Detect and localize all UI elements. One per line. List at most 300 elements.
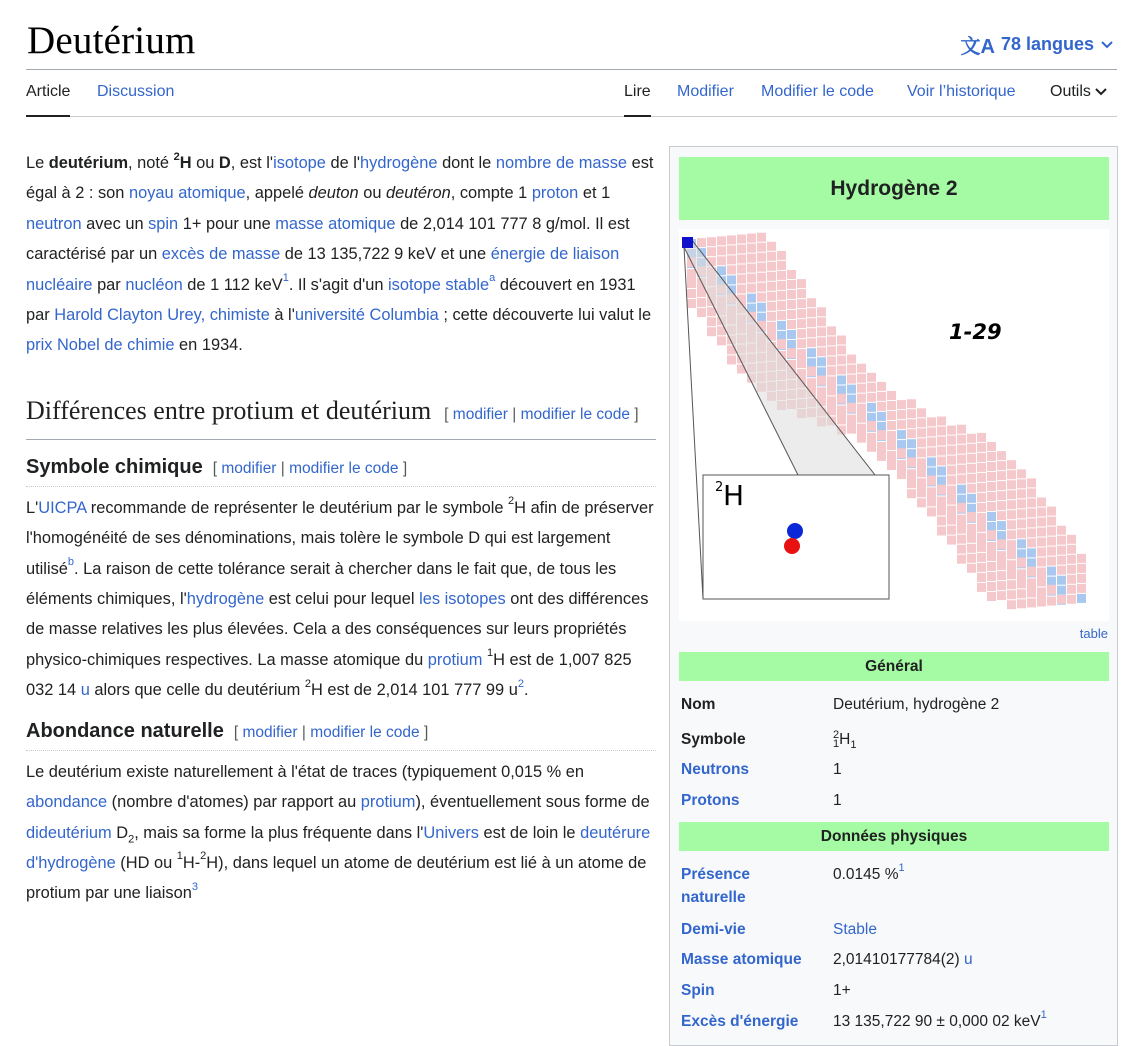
unstable-nuclide-cell — [767, 282, 776, 291]
unstable-nuclide-cell — [997, 471, 1006, 480]
table-link[interactable]: table — [1079, 626, 1108, 641]
unstable-nuclide-cell — [867, 393, 876, 402]
unstable-nuclide-cell — [767, 322, 776, 331]
unstable-nuclide-cell — [977, 433, 986, 442]
link-spin[interactable]: Spin — [681, 982, 715, 999]
unstable-nuclide-cell — [977, 583, 986, 592]
unstable-nuclide-cell — [1067, 595, 1076, 604]
unstable-nuclide-cell — [857, 404, 866, 413]
unstable-nuclide-cell — [707, 327, 716, 336]
unstable-nuclide-cell — [1047, 507, 1056, 516]
stable-nuclide-cell — [747, 304, 756, 313]
unstable-nuclide-cell — [977, 483, 986, 492]
unstable-nuclide-cell — [817, 337, 826, 346]
link-u[interactable]: u — [80, 681, 90, 700]
unstable-nuclide-cell — [737, 255, 746, 264]
unstable-nuclide-cell — [967, 554, 976, 563]
link-hydrogene[interactable]: hydrogène — [186, 590, 265, 609]
stable-nuclide-cell — [817, 367, 826, 376]
unstable-nuclide-cell — [957, 503, 966, 512]
link-energie-liaison[interactable]: énergie de liaison nucléaire — [26, 245, 620, 294]
unstable-nuclide-cell — [887, 391, 896, 400]
unstable-nuclide-cell — [777, 301, 786, 310]
link-exces-energie[interactable]: Excès d'énergie — [681, 1013, 799, 1030]
unstable-nuclide-cell — [1017, 589, 1026, 598]
unstable-nuclide-cell — [967, 484, 976, 493]
unstable-nuclide-cell — [987, 502, 996, 511]
unstable-nuclide-cell — [857, 364, 866, 373]
note-a[interactable]: a — [489, 272, 496, 285]
unstable-nuclide-cell — [917, 485, 926, 494]
unstable-nuclide-cell — [927, 417, 936, 426]
unstable-nuclide-cell — [1067, 555, 1076, 564]
unstable-nuclide-cell — [757, 263, 766, 272]
unstable-nuclide-cell — [827, 346, 836, 355]
unstable-nuclide-cell — [867, 383, 876, 392]
chevron-down-icon — [1095, 88, 1107, 96]
stable-nuclide-cell — [807, 358, 816, 367]
unstable-nuclide-cell — [927, 494, 936, 503]
unstable-nuclide-cell — [877, 382, 886, 391]
unstable-nuclide-cell — [887, 401, 896, 410]
unstable-nuclide-cell — [917, 467, 926, 476]
ref-1[interactable]: 1 — [282, 272, 289, 285]
section-heading-differences: Différences entre protium et deutérium [ modifier | modifier le code ] — [26, 391, 656, 440]
unstable-nuclide-cell — [907, 476, 916, 485]
stable-nuclide-cell — [867, 413, 876, 422]
unstable-nuclide-cell — [807, 328, 816, 337]
unstable-nuclide-cell — [767, 312, 776, 321]
unstable-nuclide-cell — [917, 408, 926, 417]
edit-link[interactable]: modifier — [221, 459, 277, 477]
unstable-nuclide-cell — [1027, 478, 1036, 487]
unstable-nuclide-cell — [857, 384, 866, 393]
ref-2[interactable]: 2 — [517, 677, 524, 690]
unstable-nuclide-cell — [857, 374, 866, 383]
unstable-nuclide-cell — [987, 548, 996, 557]
unstable-nuclide-cell — [1007, 470, 1016, 479]
link-presence-naturelle[interactable]: Présence naturelle — [681, 866, 750, 906]
link-nombre-de-masse[interactable]: nombre de masse — [495, 154, 628, 172]
stable-nuclide-cell — [1047, 567, 1056, 576]
link-deuterure[interactable]: deutérure d'hydrogène — [26, 823, 651, 872]
stable-nuclide-cell — [997, 531, 1006, 540]
link-protium[interactable]: protium — [427, 650, 483, 669]
unstable-nuclide-cell — [1037, 558, 1046, 567]
unstable-nuclide-cell — [897, 448, 906, 457]
unstable-nuclide-cell — [937, 457, 946, 466]
unstable-nuclide-cell — [937, 447, 946, 456]
unstable-nuclide-cell — [757, 253, 766, 262]
unstable-nuclide-cell — [1077, 574, 1086, 583]
nuclide-chart-image[interactable] — [679, 229, 1109, 621]
unstable-nuclide-cell — [907, 409, 916, 418]
unstable-nuclide-cell — [837, 412, 846, 421]
unstable-nuclide-cell — [1007, 500, 1016, 509]
unstable-nuclide-cell — [987, 492, 996, 501]
stable-nuclide-cell — [937, 467, 946, 476]
unstable-nuclide-cell — [1027, 488, 1036, 497]
chevron-down-icon — [1100, 40, 1114, 50]
unstable-nuclide-cell — [817, 327, 826, 336]
unstable-nuclide-cell — [997, 461, 1006, 470]
unstable-nuclide-cell — [917, 438, 926, 447]
ref-1[interactable]: 1 — [898, 861, 905, 874]
unstable-nuclide-cell — [997, 491, 1006, 500]
unstable-nuclide-cell — [707, 317, 716, 326]
stable-nuclide-cell — [957, 495, 966, 504]
unstable-nuclide-cell — [917, 458, 926, 467]
unstable-nuclide-cell — [927, 507, 936, 516]
unstable-nuclide-cell — [957, 465, 966, 474]
unstable-nuclide-cell — [927, 476, 936, 485]
unstable-nuclide-cell — [807, 366, 816, 375]
unstable-nuclide-cell — [737, 265, 746, 274]
stable-nuclide-cell — [877, 422, 886, 431]
stable-nuclide-cell — [847, 395, 856, 404]
stable-nuclide-cell — [907, 449, 916, 458]
stable-nuclide-cell — [957, 485, 966, 494]
stable-nuclide-cell — [1027, 558, 1036, 567]
unstable-nuclide-cell — [737, 275, 746, 284]
unstable-nuclide-cell — [817, 394, 826, 403]
unstable-nuclide-cell — [867, 439, 876, 448]
unstable-nuclide-cell — [1017, 489, 1026, 498]
unstable-nuclide-cell — [957, 435, 966, 444]
stable-nuclide-cell — [897, 440, 906, 449]
unstable-nuclide-cell — [947, 536, 956, 545]
tab-edit-source[interactable]: Modifier le code — [761, 83, 874, 100]
unstable-nuclide-cell — [1067, 545, 1076, 554]
unstable-nuclide-cell — [967, 454, 976, 463]
unstable-nuclide-cell — [997, 481, 1006, 490]
unstable-nuclide-cell — [997, 501, 1006, 510]
unstable-nuclide-cell — [757, 293, 766, 302]
stable-nuclide-cell — [837, 376, 846, 385]
unstable-nuclide-cell — [817, 347, 826, 356]
unstable-nuclide-cell — [1067, 535, 1076, 544]
unstable-nuclide-cell — [777, 271, 786, 280]
unstable-nuclide-cell — [1017, 479, 1026, 488]
link-nucleon[interactable]: nucléon — [125, 275, 183, 294]
unstable-nuclide-cell — [1007, 567, 1016, 576]
unstable-nuclide-cell — [727, 255, 736, 264]
link-u[interactable]: u — [964, 951, 973, 968]
tools-menu[interactable] — [1050, 83, 1107, 117]
unstable-nuclide-cell — [1017, 499, 1026, 508]
band-physical: Données physiques — [679, 822, 1109, 851]
stable-nuclide-cell — [867, 403, 876, 412]
unstable-nuclide-cell — [987, 530, 996, 539]
unstable-nuclide-cell — [927, 427, 936, 436]
unstable-nuclide-cell — [797, 357, 806, 366]
unstable-nuclide-cell — [997, 581, 1006, 590]
unstable-nuclide-cell — [1057, 546, 1066, 555]
unstable-nuclide-cell — [907, 399, 916, 408]
unstable-nuclide-cell — [887, 431, 896, 440]
article-body — [26, 148, 656, 909]
unstable-nuclide-cell — [787, 320, 796, 329]
unstable-nuclide-cell — [997, 571, 1006, 580]
unstable-nuclide-cell — [1047, 517, 1056, 526]
infobox-title: Hydrogène 2 — [679, 157, 1109, 220]
unstable-nuclide-cell — [897, 467, 906, 476]
unstable-nuclide-cell — [957, 425, 966, 434]
tab-edit[interactable]: Modifier — [677, 83, 734, 100]
unstable-nuclide-cell — [967, 512, 976, 521]
unstable-nuclide-cell — [1007, 530, 1016, 539]
unstable-nuclide-cell — [1027, 528, 1036, 537]
link-noyau-atomique[interactable]: noyau atomique — [128, 184, 246, 203]
unstable-nuclide-cell — [827, 385, 836, 394]
note-b[interactable]: b — [67, 556, 75, 569]
unstable-nuclide-cell — [1037, 595, 1046, 604]
link-neutrons[interactable]: Neutrons — [681, 761, 750, 778]
unstable-nuclide-cell — [937, 485, 946, 494]
unstable-nuclide-cell — [957, 535, 966, 544]
stable-nuclide-cell — [967, 494, 976, 503]
link-abondance[interactable]: abondance — [26, 793, 108, 812]
stable-nuclide-cell — [787, 330, 796, 339]
unstable-nuclide-cell — [1027, 508, 1036, 517]
unstable-nuclide-cell — [1017, 529, 1026, 538]
unstable-nuclide-cell — [717, 246, 726, 255]
unstable-nuclide-cell — [707, 247, 716, 256]
link-neutron[interactable]: neutron — [26, 214, 82, 233]
unstable-nuclide-cell — [1047, 557, 1056, 566]
unstable-nuclide-cell — [977, 443, 986, 452]
unstable-nuclide-cell — [687, 275, 696, 284]
unstable-nuclide-cell — [1007, 490, 1016, 499]
unstable-nuclide-cell — [727, 245, 736, 254]
unstable-nuclide-cell — [897, 420, 906, 429]
stable-nuclide-cell — [757, 303, 766, 312]
unstable-nuclide-cell — [1017, 599, 1026, 608]
link-stable[interactable]: Stable — [833, 921, 877, 938]
range-label: 1-29 — [949, 320, 1002, 344]
link-masse-atomique[interactable]: masse atomique — [275, 214, 396, 233]
tools-label: Outils — [1050, 83, 1091, 100]
stable-nuclide-cell — [927, 467, 936, 476]
unstable-nuclide-cell — [777, 311, 786, 320]
unstable-nuclide-cell — [877, 392, 886, 401]
stable-nuclide-cell — [777, 321, 786, 330]
unstable-nuclide-cell — [907, 429, 916, 438]
stable-nuclide-cell — [1057, 576, 1066, 585]
proton-circle — [787, 523, 803, 539]
stable-nuclide-cell — [877, 412, 886, 421]
unstable-nuclide-cell — [977, 453, 986, 462]
unstable-nuclide-cell — [977, 539, 986, 548]
unstable-nuclide-cell — [687, 289, 696, 298]
unstable-nuclide-cell — [897, 400, 906, 409]
unstable-nuclide-cell — [987, 472, 996, 481]
unstable-nuclide-cell — [797, 349, 806, 358]
unstable-nuclide-cell — [1057, 526, 1066, 535]
stable-nuclide-cell — [1027, 548, 1036, 557]
ref-1[interactable]: 1 — [1040, 1008, 1047, 1021]
symbole-paragraph: L'UICPA recommande de représenter le deutérium par le symbole $^2$H afin de préserver l'homogénéité de ses dénominations, mais tolère le symbole D qui est largement utilisé$^b$. La raison de cette tolérance serait à chercher dans le fait que, de tous les éléments chimiques, l'hydrogène est celui pour lequel les isotopes ont des différences de masse relatives les plus élevées. Cela a des conséquences sur leurs propriétés physico-chimiques respectives. La masse atomique du protium $^1$H est de 1,007 825 032 14 u alors que celle du deutérium $^2$H est de 2,014 101 777 99 $u^2$. — [26, 495, 654, 700]
unstable-nuclide-cell — [697, 298, 706, 307]
unstable-nuclide-cell — [957, 545, 966, 554]
stable-nuclide-cell — [937, 477, 946, 486]
unstable-nuclide-cell — [747, 244, 756, 253]
link-hydrogene[interactable]: hydrogène — [360, 154, 438, 172]
unstable-nuclide-cell — [1027, 538, 1036, 547]
unstable-nuclide-cell — [907, 457, 916, 466]
unstable-nuclide-cell — [917, 428, 926, 437]
unstable-nuclide-cell — [987, 442, 996, 451]
link-protons[interactable]: Protons — [681, 792, 740, 809]
unstable-nuclide-cell — [1017, 576, 1026, 585]
unstable-nuclide-cell — [977, 521, 986, 530]
unstable-nuclide-cell — [1077, 564, 1086, 573]
link-les-isotopes[interactable]: les isotopes — [419, 590, 506, 609]
link-spin[interactable]: spin — [148, 214, 179, 233]
unstable-nuclide-cell — [797, 289, 806, 298]
link-proton[interactable]: proton — [531, 184, 579, 203]
edit-source-link[interactable]: modifier le code — [310, 723, 420, 741]
band-general: Général — [679, 652, 1109, 681]
unstable-nuclide-cell — [887, 421, 896, 430]
unstable-nuclide-cell — [1047, 585, 1056, 594]
section-edit-links: [ modifier | modifier le code ] — [431, 405, 639, 423]
unstable-nuclide-cell — [937, 437, 946, 446]
unstable-nuclide-cell — [957, 475, 966, 484]
section-edit-links: [ modifier | modifier le code ] — [233, 723, 429, 741]
link-columbia[interactable]: université Columbia — [294, 306, 439, 325]
link-exces-de-masse[interactable]: excès de masse — [161, 245, 281, 264]
stable-nuclide-cell — [967, 504, 976, 513]
unstable-nuclide-cell — [717, 256, 726, 265]
unstable-nuclide-cell — [727, 265, 736, 274]
unstable-nuclide-cell — [1017, 519, 1026, 528]
edit-link[interactable]: modifier — [452, 405, 508, 423]
unstable-nuclide-cell — [787, 348, 796, 357]
stable-nuclide-cell — [907, 439, 916, 448]
unstable-nuclide-cell — [947, 456, 956, 465]
unstable-nuclide-cell — [957, 455, 966, 464]
edit-source-link[interactable]: modifier le code — [520, 405, 630, 423]
unstable-nuclide-cell — [977, 493, 986, 502]
link-protium[interactable]: protium — [360, 793, 416, 812]
language-button[interactable] — [961, 30, 1115, 59]
unstable-nuclide-cell — [1037, 538, 1046, 547]
unstable-nuclide-cell — [947, 476, 956, 485]
translate-icon: 文A — [960, 36, 995, 58]
tab-read[interactable]: Lire — [624, 83, 651, 117]
unstable-nuclide-cell — [1057, 536, 1066, 545]
tab-discussion[interactable]: Discussion — [97, 83, 175, 100]
unstable-nuclide-cell — [967, 434, 976, 443]
unstable-nuclide-cell — [787, 270, 796, 279]
unstable-nuclide-cell — [1007, 580, 1016, 589]
unstable-nuclide-cell — [917, 448, 926, 457]
unstable-nuclide-cell — [937, 503, 946, 512]
infobox: Hydrogène 2 2 H 1-29 table Général Nom Deutérium, hydrogène 2 Symbole 2 $1H_1$ Neutrons 1 Protons 1 Données physiques Présence naturelle 0.0145 %$^1$ Demi-vie Stable Masse atomique 2,01410177784(2) u Spin 1+ Excès d'énergie 13 135,722 90 ± 0,000 02 keV$^1$ — [669, 146, 1118, 1046]
edit-link[interactable]: modifier — [242, 723, 298, 741]
tab-article[interactable]: Article — [26, 83, 70, 117]
unstable-nuclide-cell — [837, 346, 846, 355]
unstable-nuclide-cell — [847, 375, 856, 384]
unstable-nuclide-cell — [797, 319, 806, 328]
stable-nuclide-cell — [727, 275, 736, 284]
unstable-nuclide-cell — [727, 235, 736, 244]
unstable-nuclide-cell — [877, 448, 886, 457]
link-isotope-stable[interactable]: isotope stable — [388, 275, 490, 294]
unstable-nuclide-cell — [787, 300, 796, 309]
ref-3[interactable]: 3 — [191, 880, 198, 893]
unstable-nuclide-cell — [967, 444, 976, 453]
unstable-nuclide-cell — [807, 318, 816, 327]
stable-nuclide-cell — [847, 385, 856, 394]
stable-nuclide-cell — [817, 357, 826, 366]
inset-mass-number: 2 — [715, 480, 724, 495]
unstable-nuclide-cell — [937, 417, 946, 426]
unstable-nuclide-cell — [1017, 558, 1026, 567]
unstable-nuclide-cell — [827, 326, 836, 335]
unstable-nuclide-cell — [687, 299, 696, 308]
unstable-nuclide-cell — [777, 339, 786, 348]
unstable-nuclide-cell — [1037, 548, 1046, 557]
link-dideuterium[interactable]: dideutérium — [26, 823, 112, 842]
unstable-nuclide-cell — [697, 238, 706, 247]
unstable-nuclide-cell — [987, 562, 996, 571]
unstable-nuclide-cell — [987, 482, 996, 491]
link-urey[interactable]: Harold Clayton Urey, chimiste — [54, 306, 270, 325]
page-tabs — [26, 83, 1117, 117]
unstable-nuclide-cell — [777, 291, 786, 300]
unstable-nuclide-cell — [1077, 554, 1086, 563]
unstable-nuclide-cell — [917, 418, 926, 427]
link-masse-atomique[interactable]: Masse atomique — [681, 951, 802, 968]
unstable-nuclide-cell — [1047, 527, 1056, 536]
unstable-nuclide-cell — [797, 329, 806, 338]
unstable-nuclide-cell — [857, 430, 866, 439]
unstable-nuclide-cell — [857, 412, 866, 421]
highlight-cell — [682, 237, 693, 248]
tab-history[interactable]: Voir l’historique — [907, 83, 1016, 100]
unstable-nuclide-cell — [937, 427, 946, 436]
link-univers[interactable]: Univers — [423, 823, 479, 842]
nuclide-chart-svg — [679, 229, 1109, 621]
stable-nuclide-cell — [757, 313, 766, 322]
unstable-nuclide-cell — [827, 356, 836, 365]
unstable-nuclide-cell — [1007, 540, 1016, 549]
unstable-nuclide-cell — [1047, 547, 1056, 556]
link-nobel[interactable]: prix Nobel de chimie — [26, 336, 175, 355]
unstable-nuclide-cell — [797, 339, 806, 348]
stable-nuclide-cell — [997, 521, 1006, 530]
unstable-nuclide-cell — [767, 302, 776, 311]
unstable-nuclide-cell — [977, 463, 986, 472]
link-isotope[interactable]: isotope — [273, 154, 326, 172]
unstable-nuclide-cell — [987, 592, 996, 601]
unstable-nuclide-cell — [747, 264, 756, 273]
unstable-nuclide-cell — [787, 280, 796, 289]
unstable-nuclide-cell — [767, 292, 776, 301]
unstable-nuclide-cell — [817, 376, 826, 385]
unstable-nuclide-cell — [957, 521, 966, 530]
unstable-nuclide-cell — [1027, 598, 1036, 607]
unstable-nuclide-cell — [817, 317, 826, 326]
link-demi-vie[interactable]: Demi-vie — [681, 921, 746, 938]
edit-source-link[interactable]: modifier le code — [289, 459, 399, 477]
title-divider — [26, 69, 1117, 70]
unstable-nuclide-cell — [947, 526, 956, 535]
unstable-nuclide-cell — [867, 373, 876, 382]
link-uicpa[interactable]: UICPA — [38, 498, 87, 517]
